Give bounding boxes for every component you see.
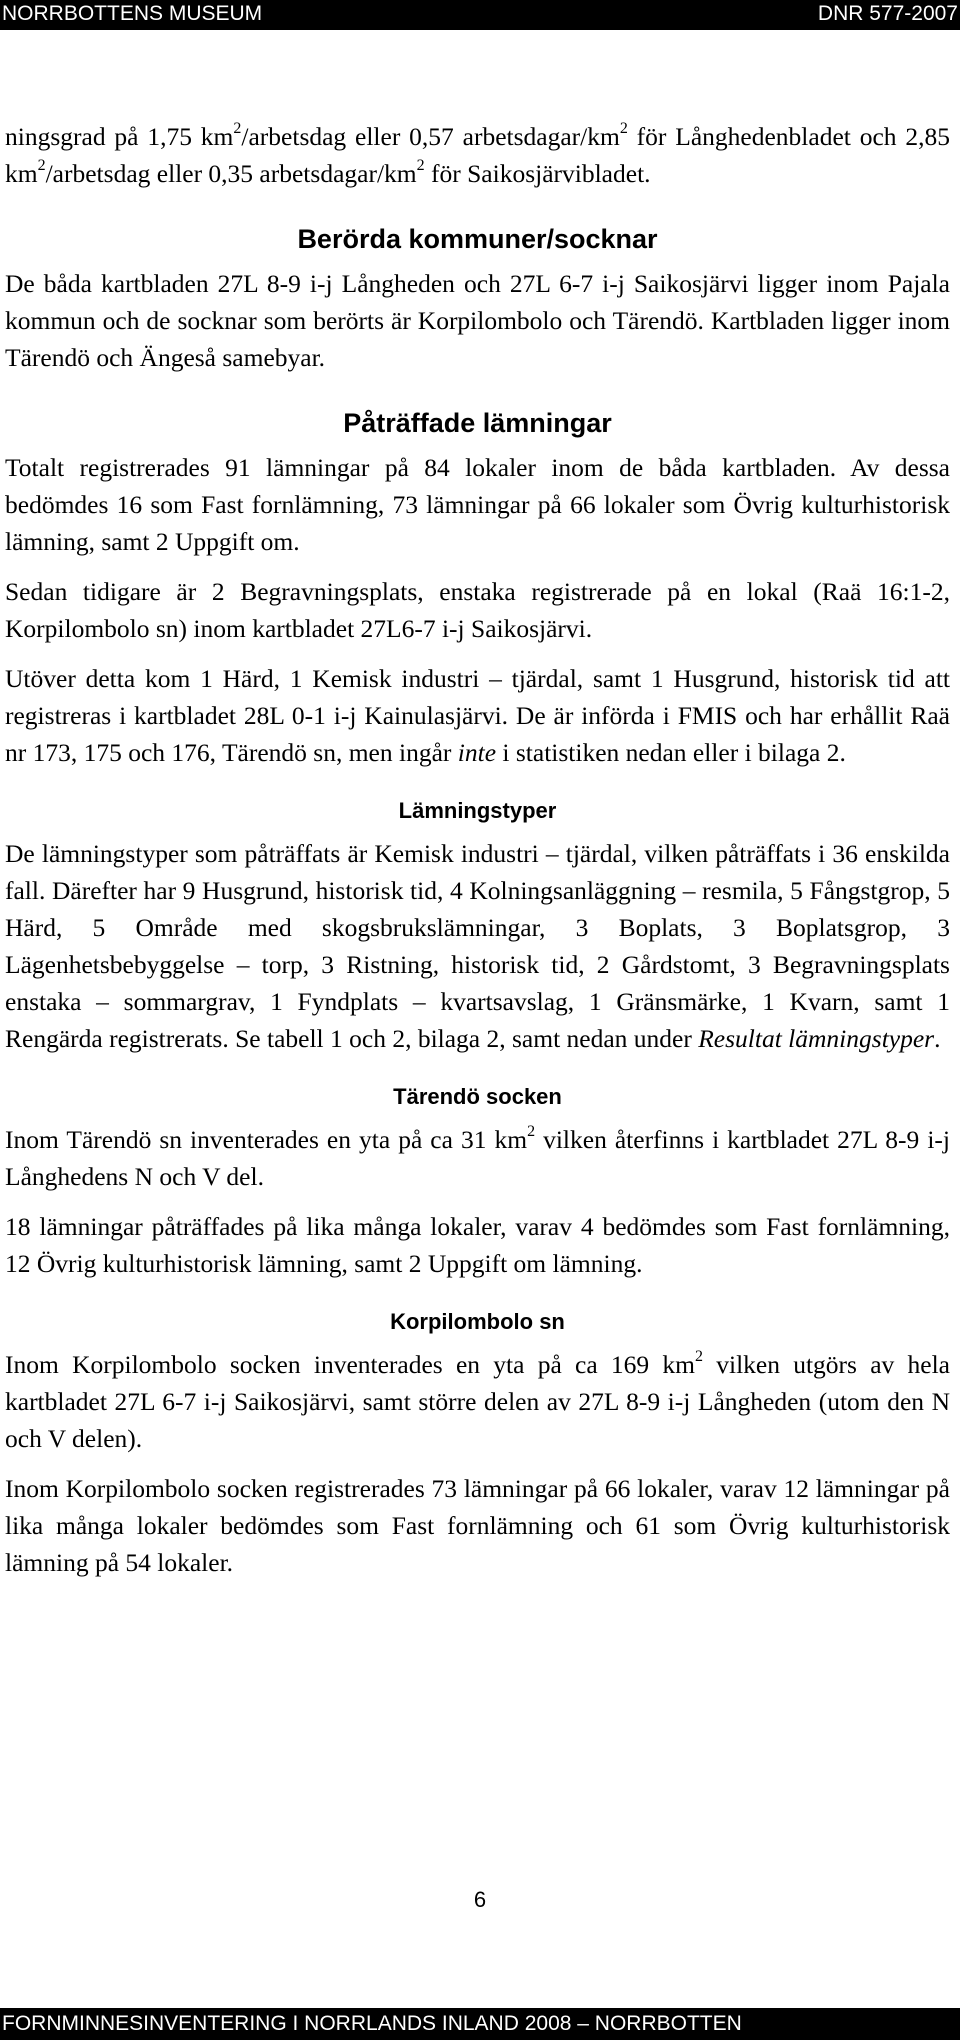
paragraph-lamningstyper: De lämningstyper som påträffats är Kemisk industri – tjärdal, vilken påträffats i 36 enskilda fall. Därefter har 9 Husgrund, historisk tid, 4 Kolningsanläggning – resmila, 5 Fångstgrop, 5 Härd, 5 Område med skogsbrukslämningar, 3 Boplats, 3 Boplatsgrop, 3 Lägenhetsbebyggelse – torp, 3 Ristning, historisk tid, 2 Gårdstomt, 3 Begravningsplats enstaka – sommargrav, 1 Fyndplats – kvartsavslag, 1 Gränsmärke, 1 Kvarn, samt 1 Rengärda registrerats. Se tabell 1 och 2, bilaga 2, samt nedan under Resultat lämningstyper. (5, 839, 950, 1053)
paragraph-tarendo-yta: Inom Tärendö sn inventerades en yta på ca 31 $km^2$ vilken återfinns i kartbladet 27L 8-9 i-j Långhedens N och V del. (5, 1122, 950, 1191)
heading-lamningstyper: Lämningstyper (398, 798, 557, 823)
footer-text: FORNMINNESINVENTERING I NORRLANDS INLAND 2008 – NORRBOTTEN (2, 2012, 742, 2035)
paragraph-utover: Utöver detta kom 1 Härd, 1 Kemisk industri – tjärdal, samt 1 Husgrund, historisk tid att registreras i kartbladet 28L 0-1 i-j Kainulasjärvi. De är införda i FMIS och har erhållit Raä nr 173, 175 och 176, Tärendö sn, men ingår inte i statistiken nedan eller i bilaga 2. (5, 664, 950, 767)
heading-kommuner: Berörda kommuner/socknar (297, 224, 658, 254)
heading-korpilombolo: Korpilombolo sn (390, 1309, 565, 1334)
page-header (0, 0, 960, 30)
paragraph-tidigare: Sedan tidigare är 2 Begravningsplats, enstaka registrerade på en lokal (Raä 16:1-2, Korpilombolo sn) inom kartbladet 27L6-7 i-j Saikosjärvi. (5, 577, 950, 643)
page-number: 6 (473, 1887, 487, 1912)
paragraph-korpilombolo-yta: Inom Korpilombolo socken inventerades en yta på ca 169 $km^2$ vilken utgörs av hela kartbladet 27L 6-7 i-j Saikosjärvi, samt större delen av 27L 8-9 i-j Långheden (utom den N och V delen). (5, 1347, 951, 1453)
header-left: NORRBOTTENS MUSEUM (2, 2, 263, 25)
page-footer (0, 2008, 960, 2040)
heading-tarendo: Tärendö socken (393, 1084, 562, 1109)
paragraph-tarendo-lamningar: 18 lämningar påträffades på lika många lokaler, varav 4 bedömdes som Fast fornlämning, 12 Övrig kulturhistorisk lämning, samt 2 Uppgift om lämning. (5, 1212, 950, 1278)
heading-lamningar: Påträffade lämningar (343, 408, 612, 438)
paragraph-korpilombolo-lamningar: Inom Korpilombolo socken registrerades 73 lämningar på 66 lokaler, varav 12 lämningar på lika många lokaler bedömdes som Fast fornlämning och 61 som Övrig kulturhistorisk lämning på 54 lokaler. (5, 1474, 950, 1577)
paragraph-kommuner: De båda kartbladen 27L 8-9 i-j Långheden och 27L 6-7 i-j Saikosjärvi ligger inom Pajala kommun och de socknar som berörts är Korpilombolo och Tärendö. Kartbladen ligger inom Tärendö och Ängeså samebyar. (5, 269, 950, 372)
document-body (5, 118, 950, 1594)
paragraph-intro: ningsgrad på 1,75 $km^2$/arbetsdag eller 0,57 arbetsdagar/$km^2$ för Långhedenbladet och 2,85 $km^2$/arbetsdag eller 0,35 arbetsdagar/$km^2$ för Saikosjärvibladet. (5, 119, 950, 188)
header-right: DNR 577-2007 (817, 2, 958, 25)
paragraph-totalt: Totalt registrerades 91 lämningar på 84 lokaler inom de båda kartbladen. Av dessa bedömdes 16 som Fast fornlämning, 73 lämningar på 66 lokaler som Övrig kulturhistorisk lämning, samt 2 Uppgift om. (5, 453, 950, 556)
